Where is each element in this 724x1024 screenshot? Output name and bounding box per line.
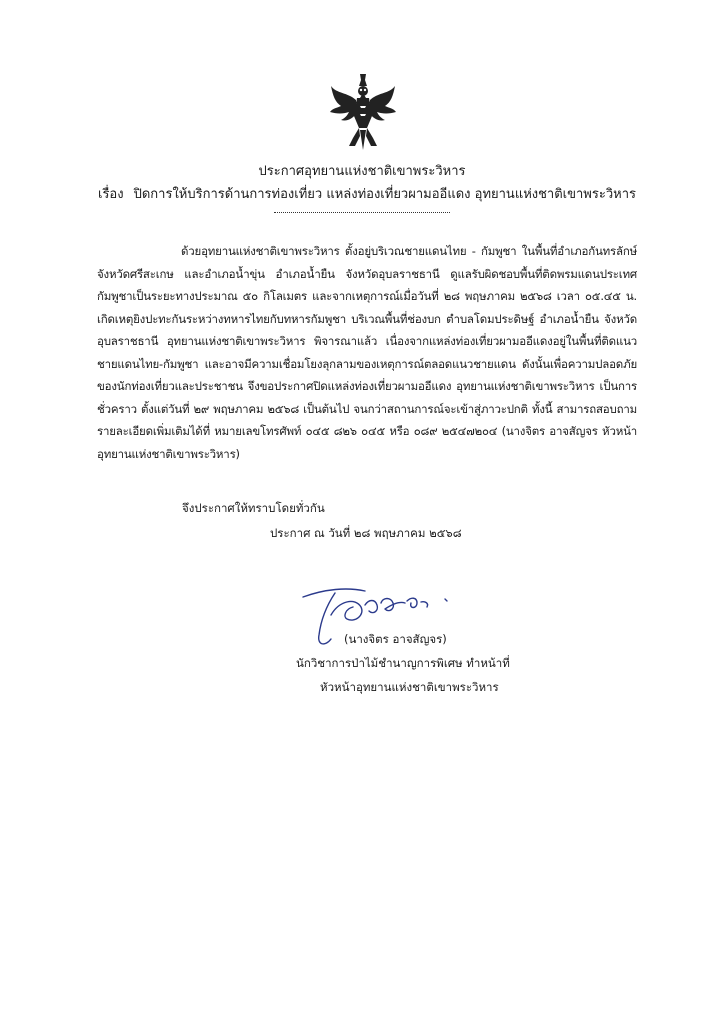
announcement-subject <box>98 183 636 204</box>
signer-position: นักวิชาการป่าไม้ชำนาญการพิเศษ ทำหน้าที่ <box>296 656 510 670</box>
subject-text: ปิดการให้บริการด้านการท่องเที่ยว แหล่งท่องเที่ยวผามออีแดง อุทยานแห่งชาติเขาพระวิหาร <box>133 187 636 202</box>
subject-label: เรื่อง <box>98 187 124 202</box>
announcement-date: ประกาศ ณ วันที่ ๒๘ พฤษภาคม ๒๕๖๘ <box>270 526 462 540</box>
signer-position-title: หัวหน้าอุทยานแห่งชาติเขาพระวิหาร <box>320 680 499 694</box>
body-paragraph: ด้วยอุทยานแห่งชาติเขาพระวิหาร ตั้งอยู่บริเวณชายแดนไทย - กัมพูชา ในพื้นที่อำเภอกันทรลักษ์ จังหวัดศรีสะเกษ และอำเภอน้ำขุ่น อำเภอน้ำยืน จังหวัดอุบลราชธานี ดูแลรับผิดชอบพื้นที่ติดพรมแดนประเทศกัมพูชาเป็นระยะทางประมาณ ๕๐ กิโลเมตร และจากเหตุการณ์เมื่อวันที่ ๒๘ พฤษภาคม ๒๕๖๘ เวลา ๐๕.๔๕ น. เกิดเหตุยิงปะทะกันระหว่างทหารไทยกับทหารกัมพูชา บริเวณพื้นที่ช่องบก ตำบลโดมประดิษฐ์ อำเภอน้ำยืน จังหวัดอุบลราชธานี อุทยานแห่งชาติเขาพระวิหาร พิจารณาแล้ว เนื่องจากแหล่งท่องเที่ยวผามออีแดงอยู่ในพื้นที่ติดแนวชายแดนไทย-กัมพูชา และอาจมีความเชื่อมโยงลุกลามของเหตุการณ์ตลอดแนวชายแดน ดังนั้นเพื่อความปลอดภัยของนักท่องเที่ยวและประชาชน จึงขอประกาศปิดแหล่งท่องเที่ยวผามออีแดง อุทยานแห่งชาติเขาพระวิหาร เป็นการชั่วคราว ตั้งแต่วันที่ ๒๙ พฤษภาคม ๒๕๖๘ เป็นต้นไป จนกว่าสถานการณ์จะเข้าสู่ภาวะปกติ ทั้งนี้ สามารถสอบถามรายละเอียดเพิ่มเติมได้ที่ หมายเลขโทรศัพท์ ๐๔๕ ๘๒๖ ๐๔๕ หรือ ๐๘๙ ๒๕๔๗๒๐๔ (นางจิตร อาจสัญจร หัวหน้าอุทยานแห่งชาติเขาพระวิหาร) <box>97 244 637 461</box>
closing-statement: จึงประกาศให้ทราบโดยทั่วกัน <box>182 501 325 515</box>
garuda-emblem-icon <box>327 72 399 152</box>
announcement-body <box>97 240 637 465</box>
divider-dotted <box>274 212 450 213</box>
announcement-title: ประกาศอุทยานแห่งชาติเขาพระวิหาร <box>258 164 466 179</box>
signer-name: (นางจิตร อาจสัญจร) <box>344 632 447 646</box>
